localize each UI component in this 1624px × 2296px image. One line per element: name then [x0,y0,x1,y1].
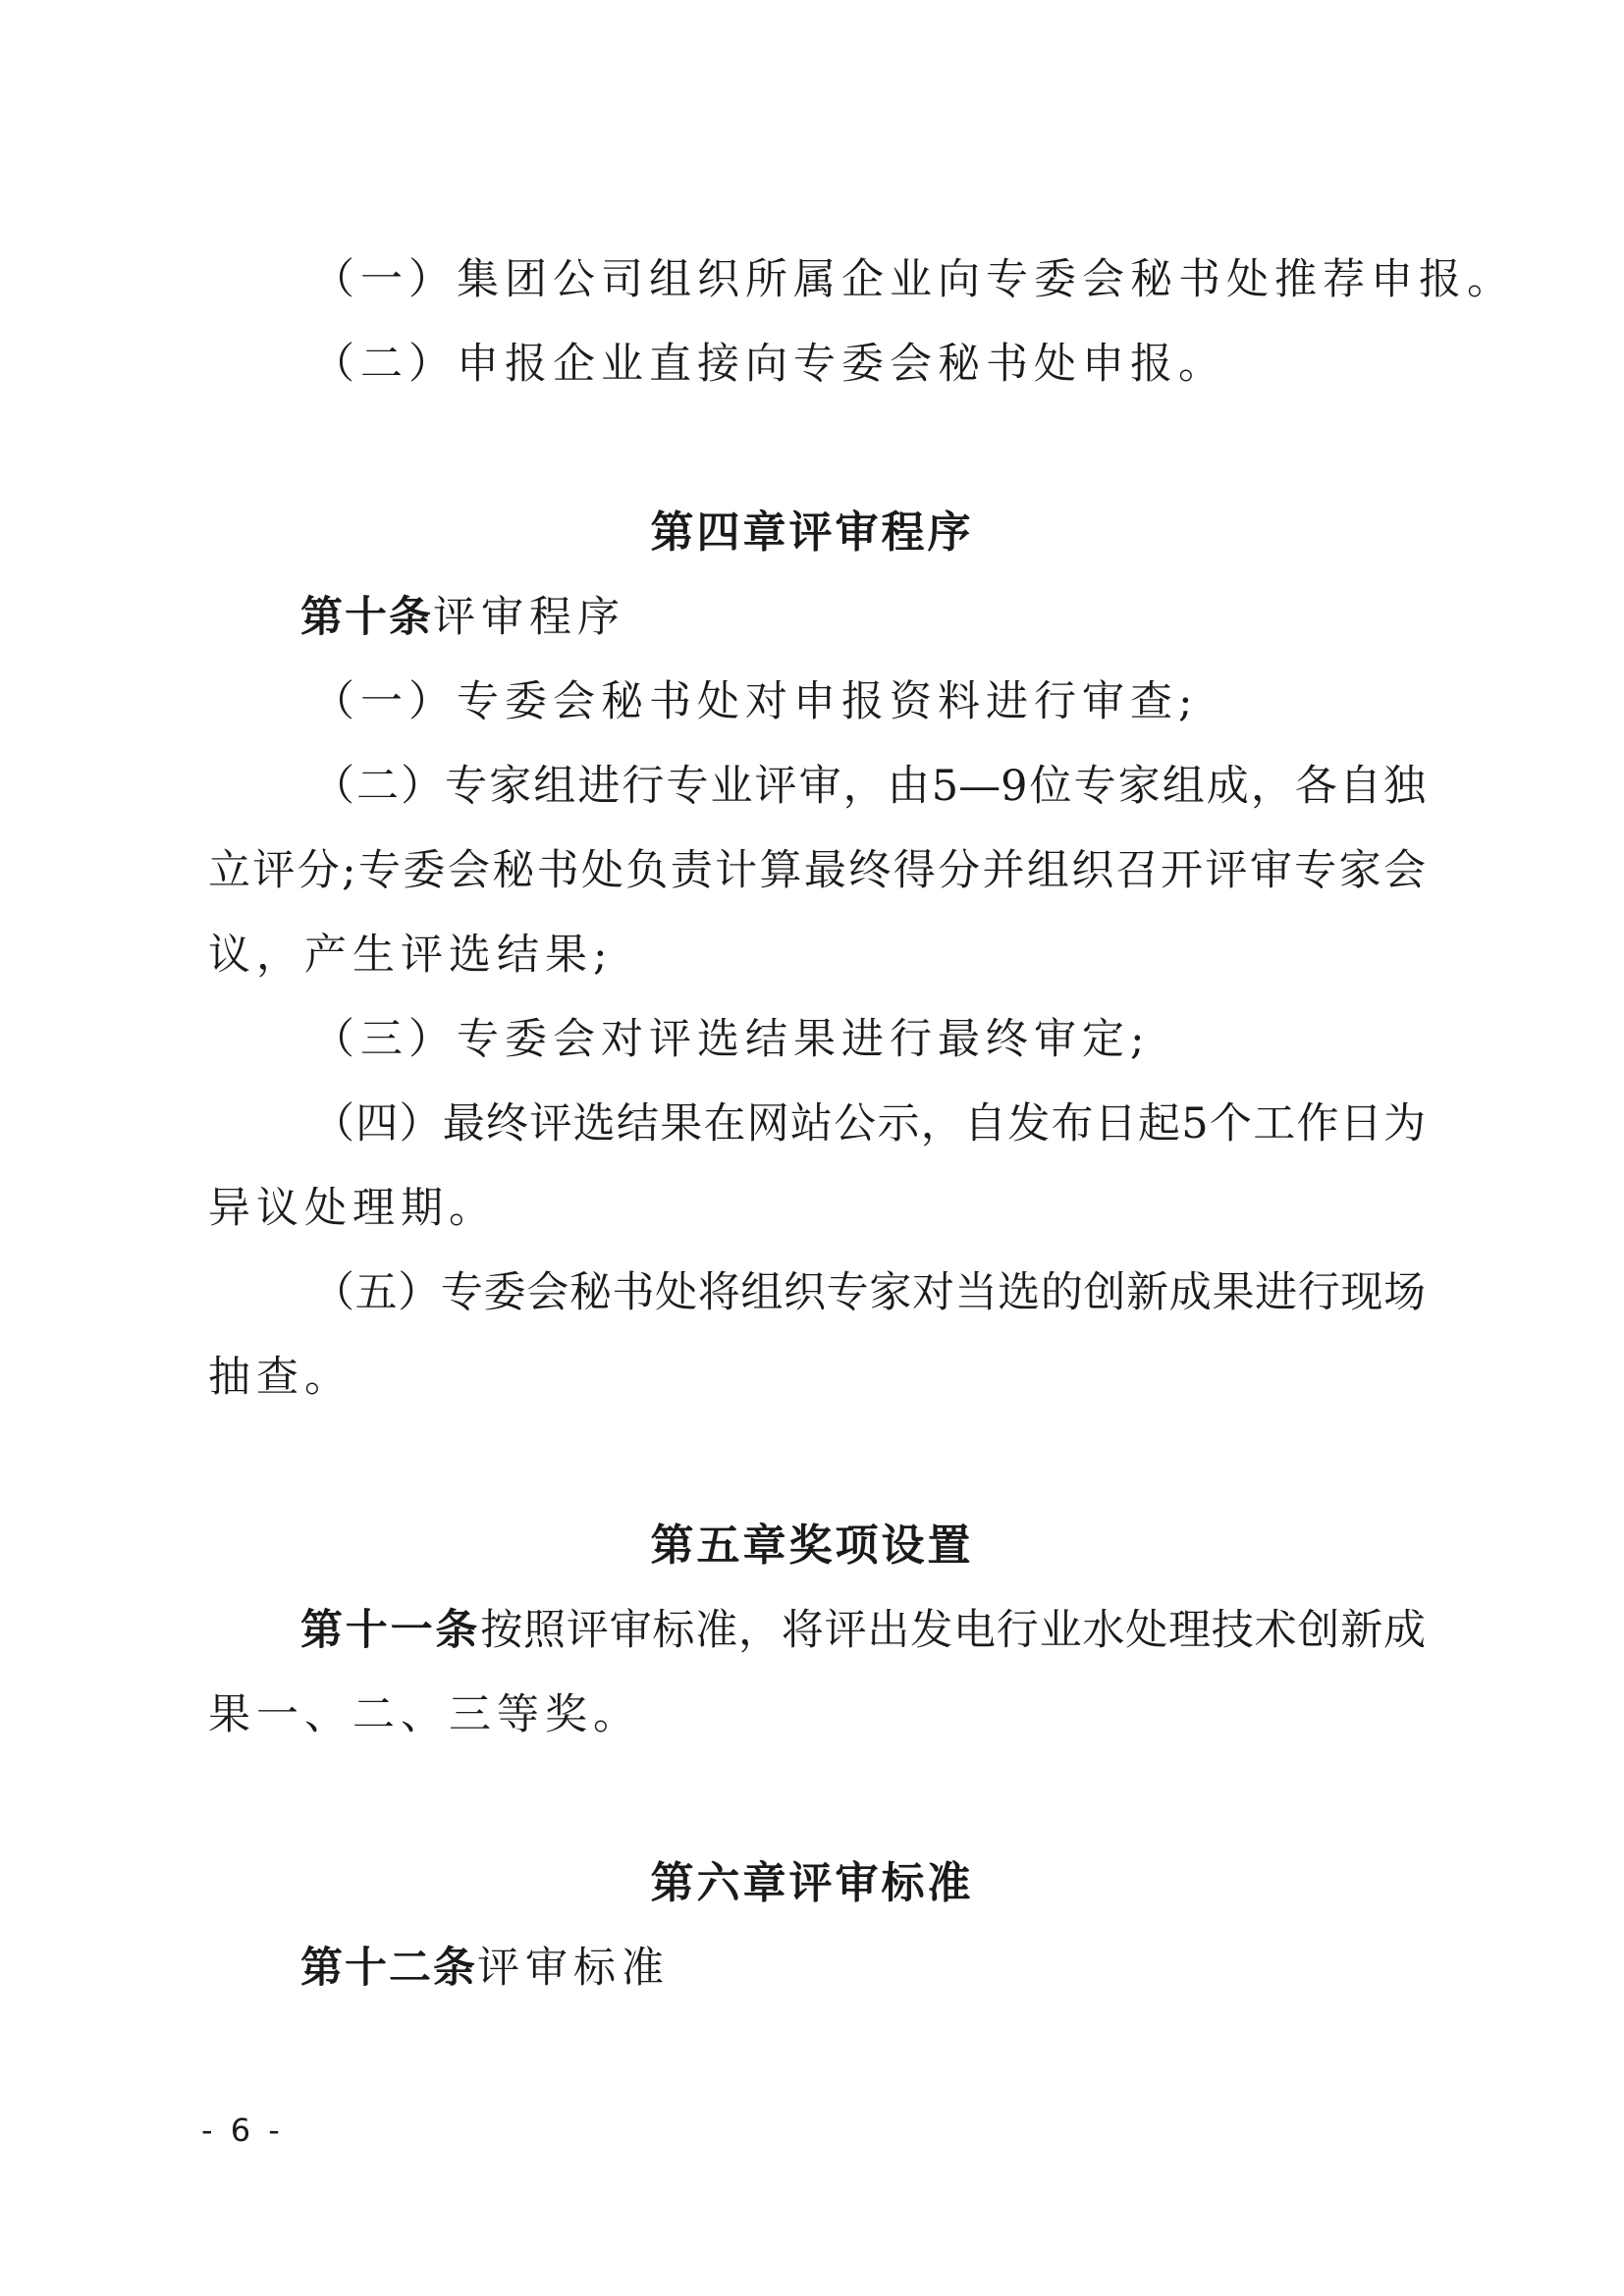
chapter4-title: 第四章评审程序 [650,507,974,558]
review-step-3: （三）专委会对评选结果进行最终审定; [312,1015,1151,1064]
review-step-4-line1: （四）最终评选结果在网站公示，自发布日起5个工作日为 [312,1099,1426,1148]
review-step-5-line1: （五）专委会秘书处将组织专家对当选的创新成果进行现场 [312,1268,1426,1317]
review-step-5-line2: 抽查。 [208,1353,352,1402]
article10-label: 第十条 [300,593,433,642]
review-step-1: （一）专委会秘书处对申报资料进行审查; [312,677,1199,726]
article11-label: 第十一条 [300,1606,481,1655]
article10 [300,588,1518,647]
review-step-2-line3: 议，产生评选结果; [208,931,614,980]
review-step-2-line1: （二）专家组进行专业评审，由5—9位专家组成，各自独 [312,762,1426,811]
article10-text: 评审程序 [433,593,625,642]
page-number: - 6 - [201,2111,284,2149]
article12-text: 评审标准 [477,1944,670,1993]
article11-line2: 果一、二、三等奖。 [208,1690,641,1739]
chapter5-title: 第五章奖项设置 [650,1521,974,1571]
article11-text: 按照评审标准，将评出发电行业水处理技术创新成 [480,1606,1427,1655]
review-step-4-line2: 异议处理期。 [208,1184,497,1233]
article12-label: 第十二条 [300,1944,477,1993]
article12 [300,1939,1518,1998]
review-step-2-line2: 立评分;专委会秘书处负责计算最终得分并组织召开评审专家会 [208,846,1426,895]
paragraph-direct-declaration: （二）申报企业直接向专委会秘书处申报。 [312,340,1226,389]
paragraph-recommend-declaration: （一）集团公司组织所属企业向专委会秘书处推荐申报。 [312,255,1515,304]
chapter6-title: 第六章评审标准 [650,1858,974,1908]
article11-line1 [300,1601,1426,1660]
